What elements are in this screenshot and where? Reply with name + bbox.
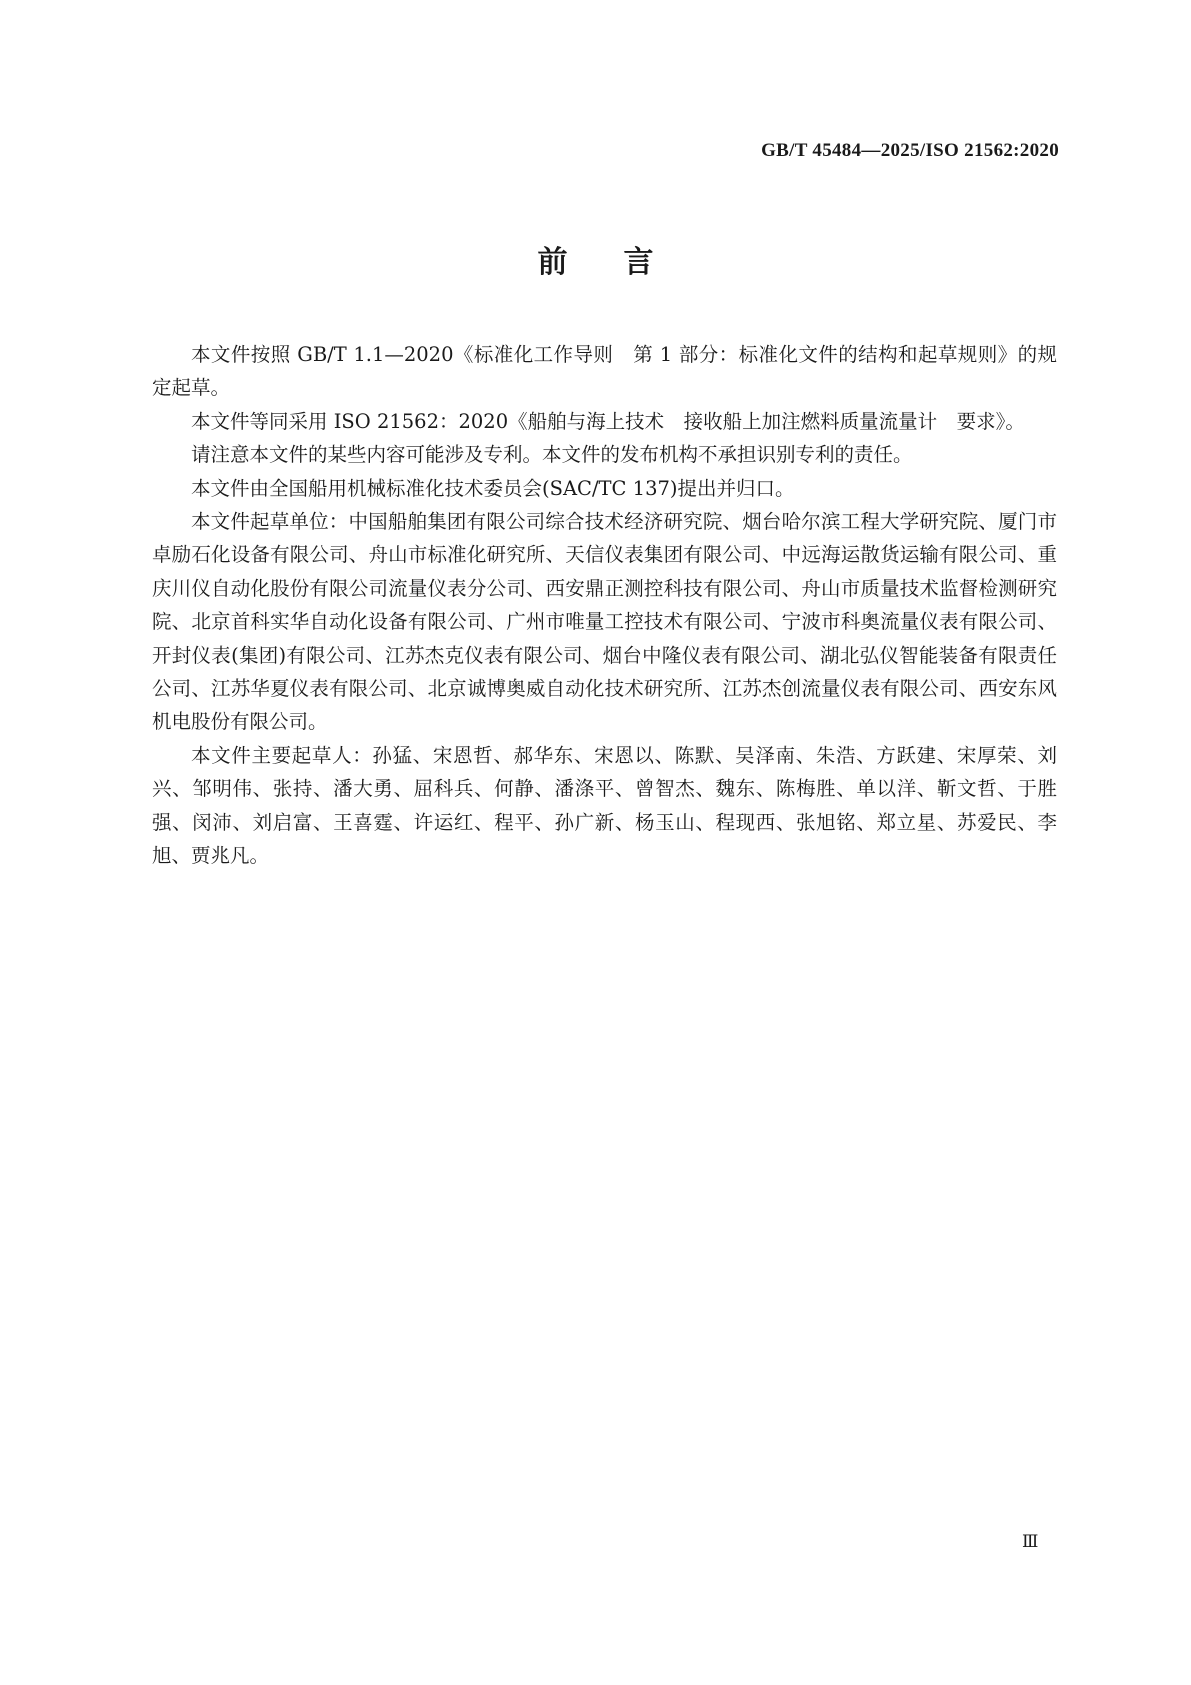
foreword-body: [152, 338, 1057, 873]
document-code-header: GB/T 45484—2025/ISO 21562:2020: [761, 140, 1059, 161]
paragraph-proposer: 本文件由全国船用机械标准化技术委员会(SAC/TC 137)提出并归口。: [191, 476, 795, 500]
paragraph-drafting-units: 本文件起草单位：中国船舶集团有限公司综合技术经济研究院、烟台哈尔滨工程大学研究院、厦门市卓励石化设备有限公司、舟山市标准化研究所、天信仪表集团有限公司、中远海运散货运输有限公司、重庆川仪自动化股份有限公司流量仪表分公司、西安鼎正测控科技有限公司、舟山市质量技术监督检测研究院、北京首科实华自动化设备有限公司、广州市唯量工控技术有限公司、宁波市科奥流量仪表有限公司、开封仪表(集团)有限公司、江苏杰克仪表有限公司、烟台中隆仪表有限公司、湖北弘仪智能装备有限责任公司、江苏华夏仪表有限公司、北京诚博奥威自动化技术研究所、江苏杰创流量仪表有限公司、西安东风机电股份有限公司。: [152, 510, 1057, 734]
paragraph-drafters: 本文件主要起草人：孙猛、宋恩哲、郝华东、宋恩以、陈默、吴泽南、朱浩、方跃建、宋厚荣、刘兴、邹明伟、张持、潘大勇、屈科兵、何静、潘涤平、曾智杰、魏东、陈梅胜、单以洋、靳文哲、于胜强、闵沛、刘启富、王喜霆、许运红、程平、孙广新、杨玉山、程现西、张旭铭、郑立星、苏爱民、李旭、贾兆凡。: [152, 743, 1057, 868]
page-title: 前言: [537, 245, 710, 280]
page-number: Ⅲ: [1022, 1532, 1039, 1551]
paragraph-patent-notice: 请注意本文件的某些内容可能涉及专利。本文件的发布机构不承担识别专利的责任。: [191, 443, 913, 467]
paragraph-adoption: 本文件等同采用 ISO 21562：2020《船舶与海上技术 接收船上加注燃料质量流量计 要求》。: [191, 409, 1025, 433]
paragraph-drafting-rules: 本文件按照 GB/T 1.1—2020《标准化工作导则 第 1 部分：标准化文件的结构和起草规则》的规定起草。: [152, 343, 1057, 400]
